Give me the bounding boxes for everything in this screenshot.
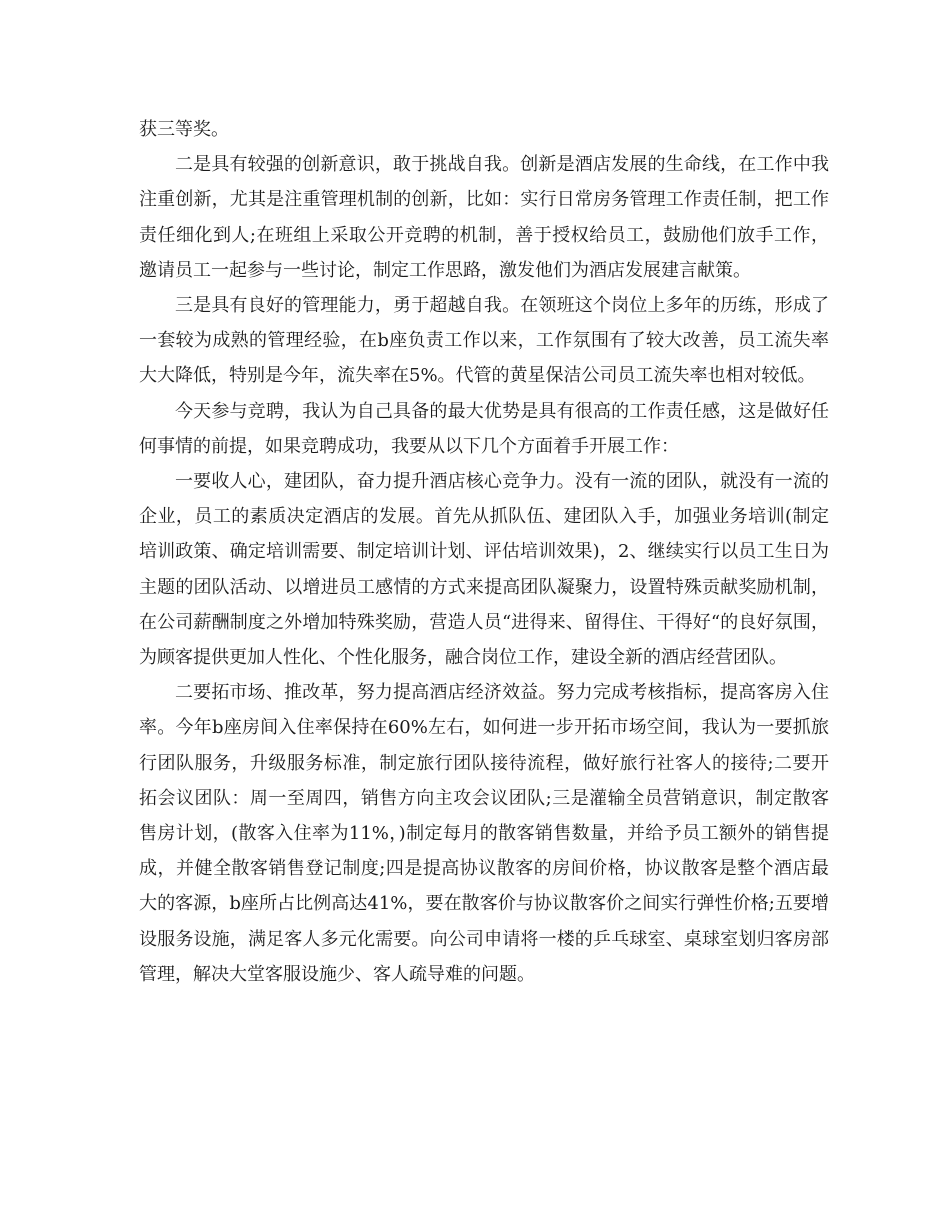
document-body <box>139 112 829 992</box>
paragraph-continuation: 获三等奖。 <box>139 119 229 140</box>
paragraph-management: 三是具有良好的管理能力，勇于超越自我。在领班这个岗位上多年的历练，形成了一套较为成熟的管理经验，在b座负责工作以来，工作氛围有了较大改善，员工流失率大大降低，特别是今年，流失率在5%。代管的黄星保洁公司员工流失率也相对较低。 <box>139 295 829 387</box>
paragraph-team-building: 一要收人心，建团队，奋力提升酒店核心竞争力。没有一流的团队，就没有一流的企业，员工的素质决定酒店的发展。首先从抓队伍、建团队入手，加强业务培训(制定培训政策、确定培训需要、制定培训计划、评估培训效果)，2、继续实行以员工生日为主题的团队活动、以增进员工感情的方式来提高团队凝聚力，设置特殊贡献奖励机制，在公司薪酬制度之外增加特殊奖励，营造人员“进得来、留得住、干得好“的良好氛围，为顾客提供更加人性化、个性化服务，融合岗位工作，建设全新的酒店经营团队。 <box>139 471 829 669</box>
paragraph-market-expansion: 二要拓市场、推改革，努力提高酒店经济效益。努力完成考核指标，提高客房入住率。今年b座房间入住率保持在60%左右，如何进一步开拓市场空间，我认为一要抓旅行团队服务，升级服务标准，制定旅行团队接待流程，做好旅行社客人的接待;二要开拓会议团队：周一至周四，销售方向主攻会议团队;三是灌输全员营销意识，制定散客售房计划，(散客入住率为11%，)制定每月的散客销售数量，并给予员工额外的销售提成，并健全散客销售登记制度;四是提高协议散客的房间价格，协议散客是整个酒店最大的客源，b座所占比例高达41%，要在散客价与协议散客价之间实行弹性价格;五要增设服务设施，满足客人多元化需要。向公司申请将一楼的乒乓球室、桌球室划归客房部管理，解决大堂客服设施少、客人疏导难的问题。 <box>139 682 829 985</box>
paragraph-innovation: 二是具有较强的创新意识，敢于挑战自我。创新是酒店发展的生命线，在工作中我注重创新，尤其是注重管理机制的创新，比如：实行日常房务管理工作责任制，把工作责任细化到人;在班组上采取公开竞聘的机制，善于授权给员工，鼓励他们放手工作，邀请员工一起参与一些讨论，制定工作思路，激发他们为酒店发展建言献策。 <box>139 154 829 281</box>
paragraph-responsibility: 今天参与竞聘，我认为自己具备的最大优势是具有很高的工作责任感，这是做好任何事情的前提，如果竞聘成功，我要从以下几个方面着手开展工作： <box>139 400 829 457</box>
